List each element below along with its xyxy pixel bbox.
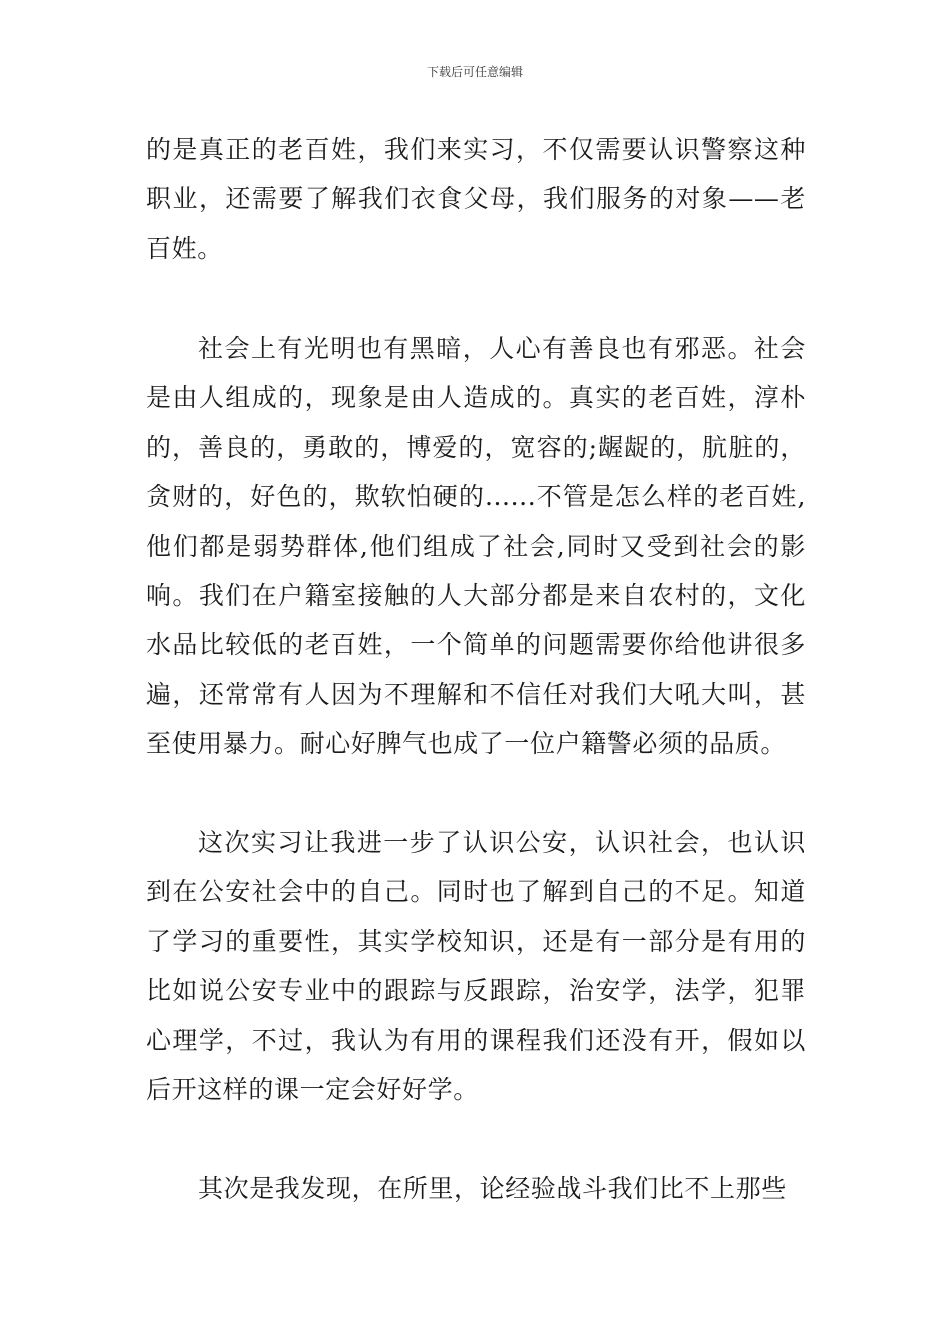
paragraph-text: 这次实习让我进一步了认识公安，认识社会，也认识到在公安社会中的自己。同时也了解到自己的不足。知道了学习的重要性，其实学校知识，还是有一部分是有用的比如说公安专业中的跟踪与反跟踪，治安学，法学，犯罪心理学，不过，我认为有用的课程我们还没有开，假如以后开这样的课一定会好好学。 bbox=[146, 828, 806, 1105]
paragraph-4 bbox=[146, 1164, 806, 1213]
paragraph-3 bbox=[146, 818, 806, 1114]
paragraph-2 bbox=[146, 324, 806, 769]
paragraph-text: 其次是我发现，在所里，论经验战斗我们比不上那些 bbox=[198, 1174, 787, 1203]
page-header: 下载后可任意编辑 bbox=[426, 65, 523, 79]
paragraph-text: 社会上有光明也有黑暗，人心有善良也有邪恶。社会是由人组成的，现象是由人造成的。真实的老百姓，淳朴的，善良的，勇敢的，博爱的，宽容的;龌龊的，肮脏的，贪财的，好色的，欺软怕硬的......不管是怎么样的老百姓,他们都是弱势群体,他们组成了社会,同时又受到社会的影响。我们在户籍室接触的人大部分都是来自农村的，文化水品比较低的老百姓，一个简单的问题需要你给他讲很多遍，还常常有人因为不理解和不信任对我们大吼大叫，甚至使用暴力。耐心好脾气也成了一位户籍警必须的品质。 bbox=[146, 334, 806, 759]
paragraph-1 bbox=[146, 125, 806, 273]
paragraph-text: 的是真正的老百姓，我们来实习，不仅需要认识警察这种职业，还需要了解我们衣食父母，我们服务的对象——老百姓。 bbox=[146, 135, 806, 263]
